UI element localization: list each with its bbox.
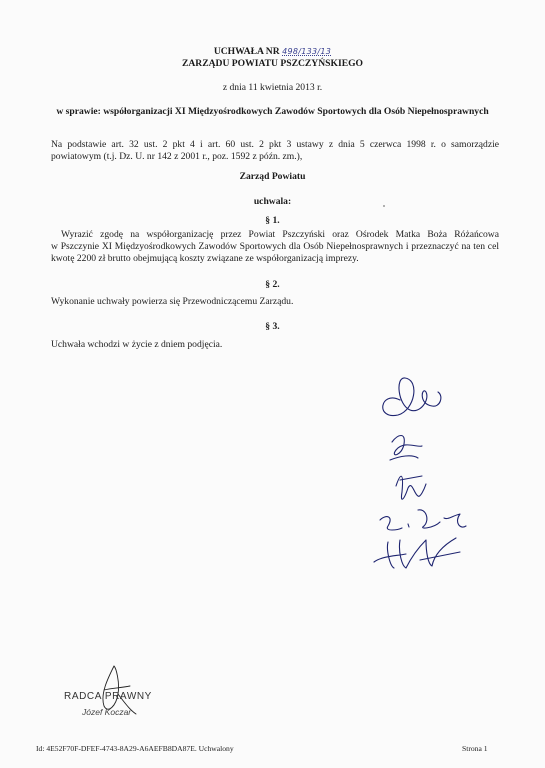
section-2-text: Wykonanie uchwały powierza się Przewodniczącemu Zarządu. [51, 296, 294, 307]
stamp-name: Józef Koczar [82, 707, 132, 717]
stamp-title: RADCA PRAWNY [64, 691, 152, 702]
section-mark-1: § 1. [265, 215, 280, 226]
legal-basis [51, 139, 499, 163]
signature-2 [390, 436, 422, 461]
legal-basis-line: Na podstawie art. 32 ust. 2 pkt 4 i art. 60 ust. 2 pkt 3 ustawy z dnia 5 czerwca 1998 r. o samorządzie [51, 139, 499, 150]
resolution-number: 498/133/13 [282, 47, 332, 56]
resolution-title-prefix: UCHWAŁA NR [213, 46, 280, 57]
resolution-title [0, 46, 545, 57]
board-name: Zarząd Powiatu [239, 171, 306, 182]
resolves-heading: uchwala: [253, 196, 292, 207]
signature-5 [374, 538, 460, 568]
scan-speck [383, 205, 385, 207]
section-1-line: w Pszczynie XI Międzyośrodkowych Zawodów Sportowych dla Osób Niepełnosprawnych i przeznaczyć na ten cel [51, 241, 499, 252]
issuing-board: ZARZĄDU POWIATU PSZCZYŃSKIEGO [181, 58, 364, 69]
document-id: Id: 4E52F70F-DFEF-4743-8A29-A6AEFB8DA87E. Uchwalony [36, 744, 234, 753]
resolution-subject: w sprawie: współorganizacji XI Międzyośrodkowych Zawodów Sportowych dla Osób Niepełnosprawnych [56, 106, 489, 117]
signature-4 [380, 510, 466, 530]
board-signatures [360, 370, 480, 580]
section-1-line: Wyrazić zgodę na współorganizację przez Powiat Pszczyński oraz Ośrodek Matka Boża Różańcowa [61, 229, 499, 240]
section-mark-2: § 2. [265, 279, 280, 290]
legal-basis-line: powiatowym (t.j. Dz. U. nr 142 z 2001 r., poz. 1592 z późn. zm.), [51, 151, 303, 162]
section-3-text: Uchwała wchodzi w życie z dniem podjęcia. [51, 339, 223, 350]
section-1-line: kwotę 2200 zł brutto obejmującą koszty związane ze współorganizacją imprezy. [51, 253, 359, 264]
section-mark-3: § 3. [265, 321, 280, 332]
section-1-text [51, 229, 499, 265]
resolution-date: z dnia 11 kwietnia 2013 r. [222, 82, 323, 93]
signature-1 [383, 378, 441, 416]
page-number: Strona 1 [462, 744, 488, 753]
signature-3 [396, 476, 426, 499]
